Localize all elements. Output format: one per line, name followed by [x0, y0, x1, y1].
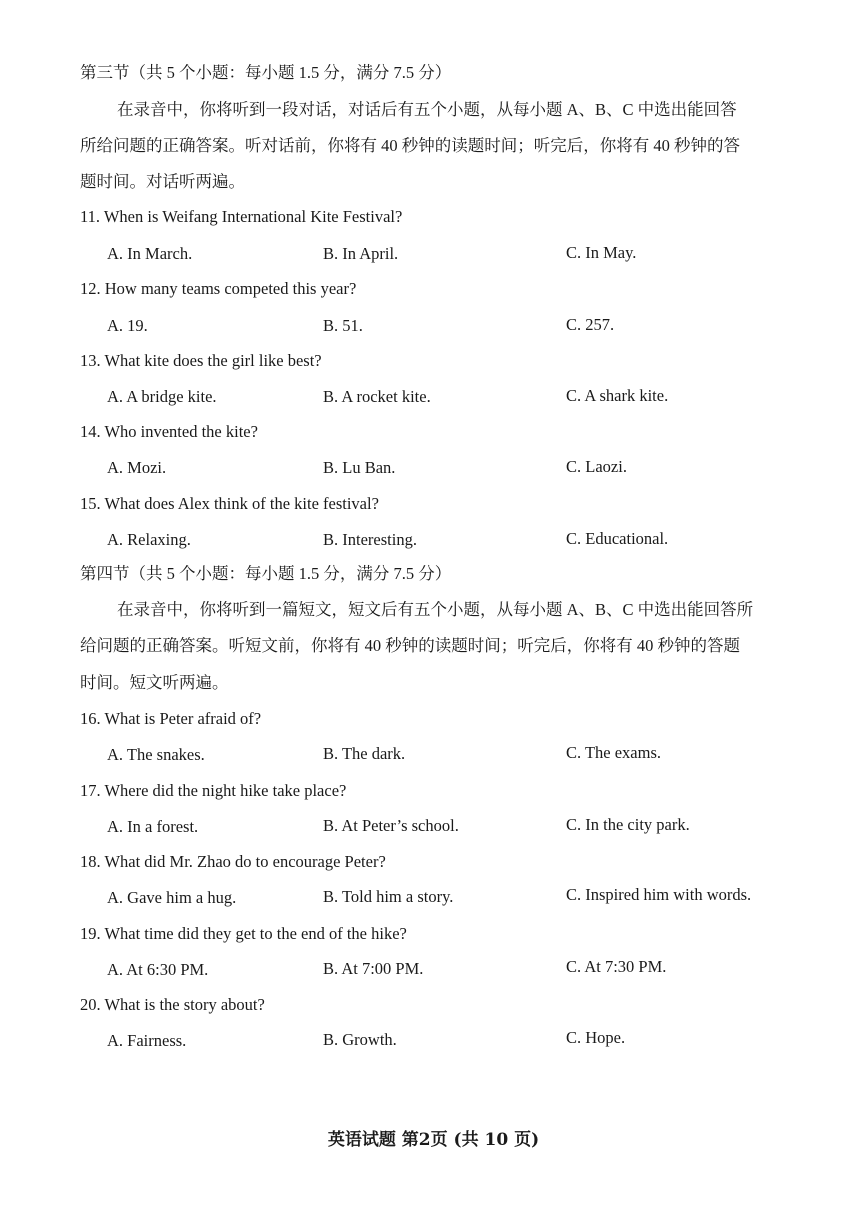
question-stem: 15. What does Alex think of the kite festival? [80, 494, 379, 513]
section3-instruction-line: 所给问题的正确答案。听对话前，你将有 40 秒钟的读题时间；听完后，你将有 40 秒钟的答 [80, 136, 740, 155]
question-stem: 18. What did Mr. Zhao do to encourage Peter? [80, 852, 386, 871]
option-b: B. The dark. [323, 744, 406, 763]
option-b: B. Told him a story. [323, 887, 454, 906]
question-stem: 14. Who invented the kite? [80, 422, 258, 441]
section3-instruction-line: 在录音中，你将听到一段对话，对话后有五个小题，从每小题 A、B、C 中选出能回答 [117, 100, 737, 119]
question-stem: 17. Where did the night hike take place? [80, 781, 347, 800]
option-b: B. At 7:00 PM. [323, 959, 424, 978]
option-c: C. At 7:30 PM. [566, 957, 667, 976]
section4-instruction-line: 在录音中，你将听到一篇短文，短文后有五个小题，从每小题 A、B、C 中选出能回答所 [117, 600, 754, 619]
section3-heading: 第三节（共 5 个小题：每小题 1.5 分，满分 7.5 分） [80, 63, 452, 82]
option-b: B. A rocket kite. [323, 387, 431, 406]
option-c: C. 257. [566, 315, 615, 334]
option-c: C. In May. [566, 243, 637, 262]
option-c: C. Educational. [566, 529, 669, 548]
question-stem: 13. What kite does the girl like best? [80, 351, 322, 370]
option-b: B. 51. [323, 316, 363, 335]
option-b: B. Lu Ban. [323, 458, 396, 477]
option-b: B. Growth. [323, 1030, 397, 1049]
option-c: C. In the city park. [566, 815, 690, 834]
question-stem: 19. What time did they get to the end of the hike? [80, 924, 407, 943]
option-c: C. The exams. [566, 743, 662, 762]
section4-instruction-line: 时间。短文听两遍。 [80, 673, 229, 692]
option-a: A. Gave him a hug. [107, 888, 237, 907]
question-stem: 12. How many teams competed this year? [80, 279, 357, 298]
option-b: B. Interesting. [323, 530, 417, 549]
option-a: A. The snakes. [107, 745, 205, 764]
page-footer: 英语试题 第2页 (共 10 页) [327, 1130, 540, 1150]
option-a: A. Relaxing. [107, 530, 191, 549]
option-a: A. Mozi. [107, 458, 167, 477]
option-c: C. Hope. [566, 1028, 626, 1047]
option-c: C. A shark kite. [566, 386, 669, 405]
option-a: A. In March. [107, 244, 193, 263]
option-a: A. A bridge kite. [107, 387, 217, 406]
section4-heading: 第四节（共 5 个小题：每小题 1.5 分，满分 7.5 分） [80, 564, 452, 583]
option-c: C. Inspired him with words. [566, 885, 752, 904]
question-stem: 11. When is Weifang International Kite Festival? [80, 207, 403, 226]
option-a: A. 19. [107, 316, 148, 335]
section4-instruction-line: 给问题的正确答案。听短文前，你将有 40 秒钟的读题时间；听完后，你将有 40 秒钟的答题 [80, 636, 740, 655]
question-stem: 16. What is Peter afraid of? [80, 709, 262, 728]
section3-instruction-line: 题时间。对话听两遍。 [80, 172, 245, 191]
option-b: B. At Peter’s school. [323, 816, 459, 835]
option-b: B. In April. [323, 244, 399, 263]
option-a: A. In a forest. [107, 817, 199, 836]
option-a: A. At 6:30 PM. [107, 960, 209, 979]
option-a: A. Fairness. [107, 1031, 187, 1050]
question-stem: 20. What is the story about? [80, 995, 265, 1014]
option-c: C. Laozi. [566, 457, 627, 476]
